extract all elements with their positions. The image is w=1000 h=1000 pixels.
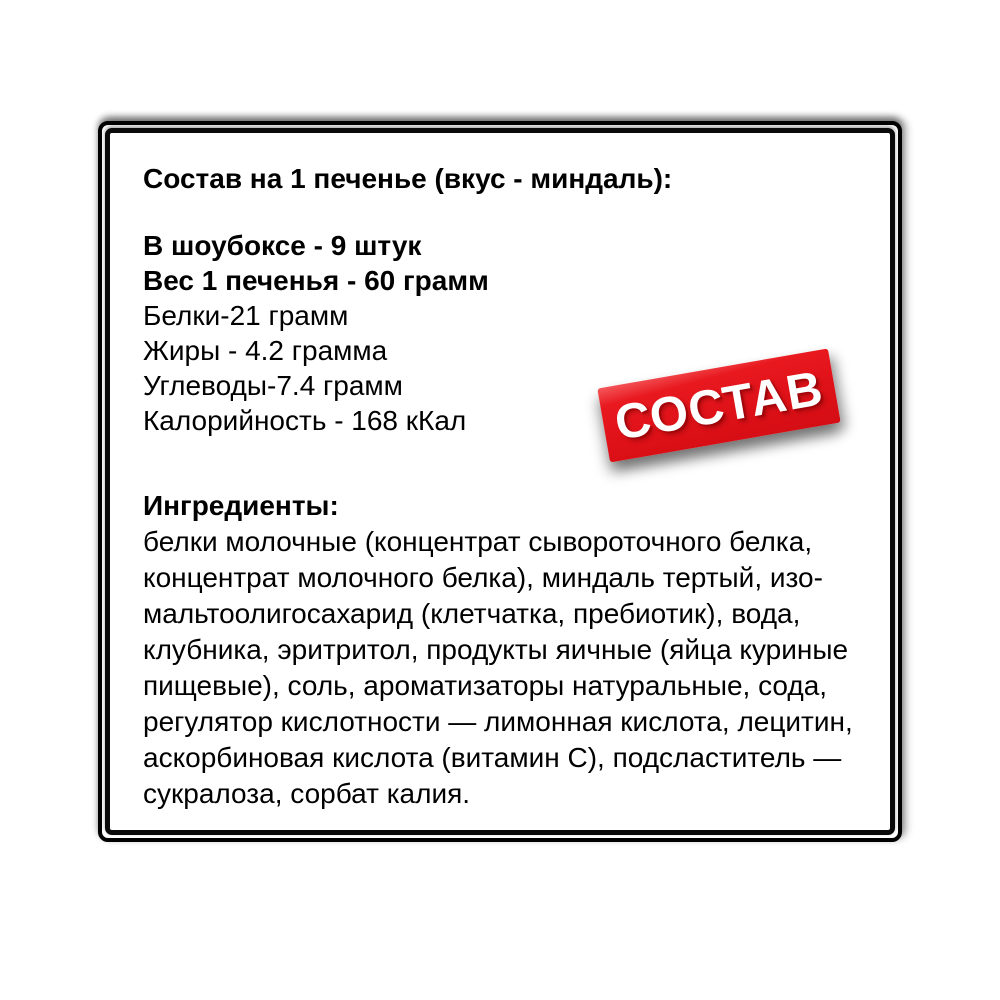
protein-line: Белки-21 грамм — [143, 300, 349, 331]
carbs-line: Углеводы-7.4 грамм — [143, 370, 403, 401]
ingredient-line: белки молочные (концентрат сывороточного белка, — [143, 526, 813, 557]
calories-line: Калорийность - 168 кКал — [143, 405, 467, 436]
label-inner-frame — [105, 128, 895, 835]
ingredient-line: сукралоза, сорбат калия. — [143, 778, 471, 809]
cookie-weight-line: Вес 1 печенья - 60 грамм — [143, 265, 489, 296]
ingredient-line: мальтоолигосахарид (клетчатка, пребиотик), вода, — [143, 598, 801, 629]
label-frame — [98, 121, 902, 842]
showbox-count-line: В шоубоксе - 9 штук — [143, 230, 422, 261]
ingredient-line: клубника, эритритол, продукты яичные (яйца куриные — [143, 634, 849, 665]
ingredient-line: концентрат молочного белка), миндаль тертый, изо- — [143, 562, 823, 593]
composition-title: Состав на 1 печенье (вкус - миндаль): — [143, 163, 673, 194]
ingredient-line: регулятор кислотности — лимонная кислота, лецитин, — [143, 706, 853, 737]
label-content — [110, 133, 890, 830]
ingredients-heading: Ингредиенты: — [143, 490, 339, 521]
ingredients-paragraph — [143, 524, 868, 812]
ingredient-line: пищевые), соль, ароматизаторы натуральные, сода, — [143, 670, 828, 701]
sostav-badge-label: СОСТАВ — [610, 360, 828, 451]
ingredient-line: аскорбиновая кислота (витамин С), подсластитель — — [143, 742, 842, 773]
fat-line: Жиры - 4.2 грамма — [143, 335, 388, 366]
